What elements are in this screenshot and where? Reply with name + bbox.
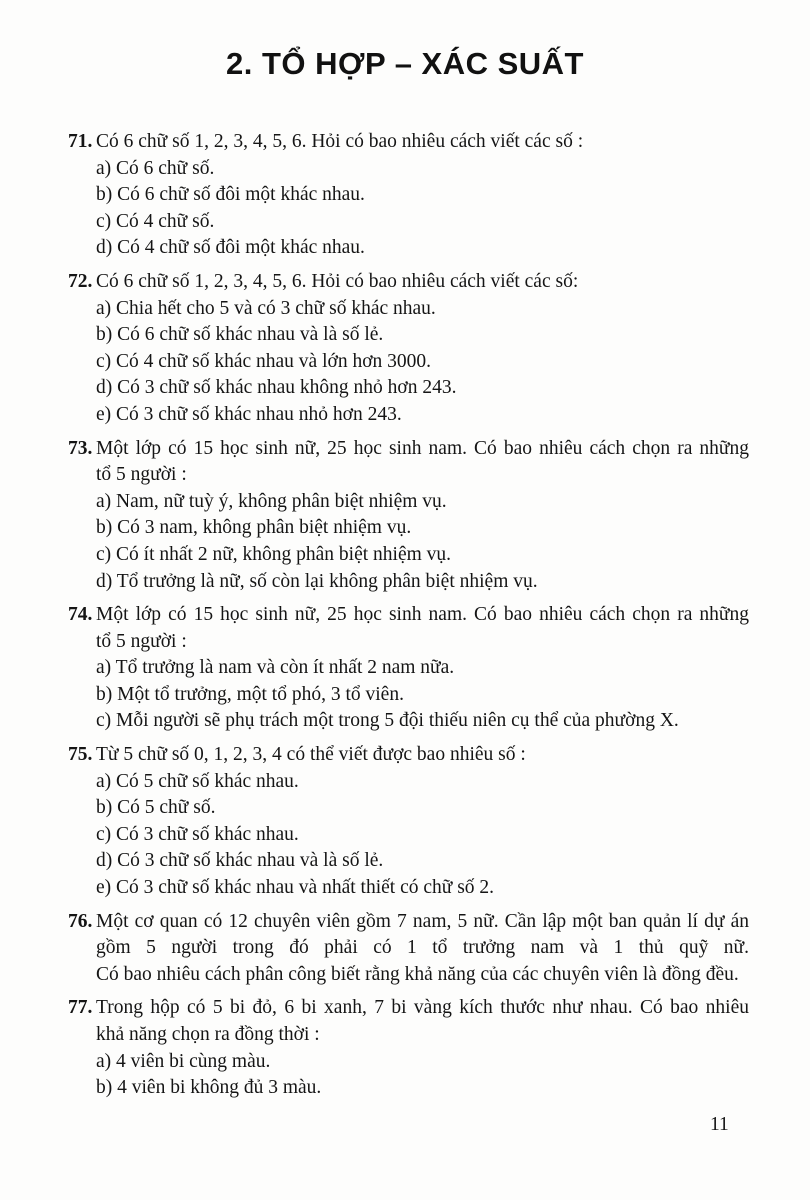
problem [68,436,749,596]
problem-item: b) Có 6 chữ số đôi một khác nhau. [96,184,365,206]
problem-body [96,269,749,429]
problem-statement [96,602,749,655]
problem-body [96,742,749,902]
problem [68,129,749,262]
problem [68,742,749,902]
problem-item: b) 4 viên bi không đủ 3 màu. [96,1077,322,1099]
problem-item: c) Có 4 chữ số. [96,210,215,232]
problem-number: 72. [68,270,93,292]
problem [68,995,749,1101]
problem-item: a) Tổ trưởng là nam và còn ít nhất 2 nam nữa. [96,657,455,679]
problem-list [68,129,749,1109]
problem-item: c) Mỗi người sẽ phụ trách một trong 5 đội thiếu niên cụ thể của phường X. [96,710,679,732]
problem-number: 76. [68,910,93,932]
problem-item: b) Có 6 chữ số khác nhau và là số lẻ. [96,324,384,346]
statement-line: Một lớp có 15 học sinh nữ, 25 học sinh nam. Có bao nhiêu cách chọn ra những [96,604,749,626]
problem [68,269,749,429]
problem-item: d) Có 4 chữ số đôi một khác nhau. [96,237,365,259]
problem-item: b) Có 3 nam, không phân biệt nhiệm vụ. [96,517,412,539]
problem [68,602,749,735]
problem-item: e) Có 3 chữ số khác nhau và nhất thiết có chữ số 2. [96,877,495,899]
statement-line: Có 6 chữ số 1, 2, 3, 4, 5, 6. Hỏi có bao nhiêu cách viết các số: [96,270,579,292]
problem-item: c) Có 4 chữ số khác nhau và lớn hơn 3000. [96,350,432,372]
statement-line: Từ 5 chữ số 0, 1, 2, 3, 4 có thể viết được bao nhiêu số : [96,744,526,766]
problem-body [96,909,749,989]
statement-line: Trong hộp có 5 bi đỏ, 6 bi xanh, 7 bi vàng kích thước như nhau. Có bao nhiêu [96,997,749,1019]
problem-item: d) Có 3 chữ số khác nhau không nhỏ hơn 243. [96,377,457,399]
problem-item: a) Chia hết cho 5 và có 3 chữ số khác nhau. [96,297,436,319]
statement-line: Một cơ quan có 12 chuyên viên gồm 7 nam, 5 nữ. Cần lập một ban quản lí dự án [96,910,749,932]
problem-item: a) Có 5 chữ số khác nhau. [96,770,299,792]
problem-statement [96,742,749,769]
problem-statement [96,909,749,989]
statement-line: khả năng chọn ra đồng thời : [96,1024,320,1045]
problem-number: 74. [68,604,93,626]
problem-number: 71. [68,131,93,152]
problem-number: 77. [68,997,93,1019]
statement-line: tổ 5 người : [96,630,187,652]
problem-statement [96,436,749,489]
problem-item: e) Có 3 chữ số khác nhau nhỏ hơn 243. [96,403,402,425]
problem-number: 75. [68,744,93,766]
problem-item: c) Có 3 chữ số khác nhau. [96,823,299,845]
problem-item: a) Nam, nữ tuỳ ý, không phân biệt nhiệm vụ. [96,490,447,512]
page-title: 2. TỔ HỢP – XÁC SUẤT [226,46,584,81]
statement-line: Một lớp có 15 học sinh nữ, 25 học sinh nam. Có bao nhiêu cách chọn ra những [96,437,749,459]
statement-line: Có bao nhiêu cách phân công biết rằng khả năng của các chuyên viên là đồng đều. [96,963,739,985]
problem-item: b) Một tổ trưởng, một tổ phó, 3 tổ viên. [96,683,404,705]
problem-item: a) 4 viên bi cùng màu. [96,1050,271,1072]
problem [68,909,749,989]
statement-line: gồm 5 người trong đó phải có 1 tổ trưởng nam và 1 thủ quỹ nữ. [96,937,749,959]
problem-number: 73. [68,437,93,459]
page-number: 11 [710,1114,729,1135]
problem-body [96,995,749,1101]
problem-item: d) Tổ trưởng là nữ, số còn lại không phân biệt nhiệm vụ. [96,570,538,592]
problem-body [96,436,749,596]
problem-item: a) Có 6 chữ số. [96,157,215,179]
problem-item: c) Có ít nhất 2 nữ, không phân biệt nhiệm vụ. [96,543,452,565]
problem-statement [96,995,749,1048]
problem-body [96,129,749,262]
problem-item: b) Có 5 chữ số. [96,797,216,819]
statement-line: tổ 5 người : [96,464,187,486]
statement-line: Có 6 chữ số 1, 2, 3, 4, 5, 6. Hỏi có bao nhiêu cách viết các số : [96,131,584,152]
problem-item: d) Có 3 chữ số khác nhau và là số lẻ. [96,850,384,872]
problem-statement [96,269,749,296]
problem-statement [96,129,749,156]
problem-body [96,602,749,735]
